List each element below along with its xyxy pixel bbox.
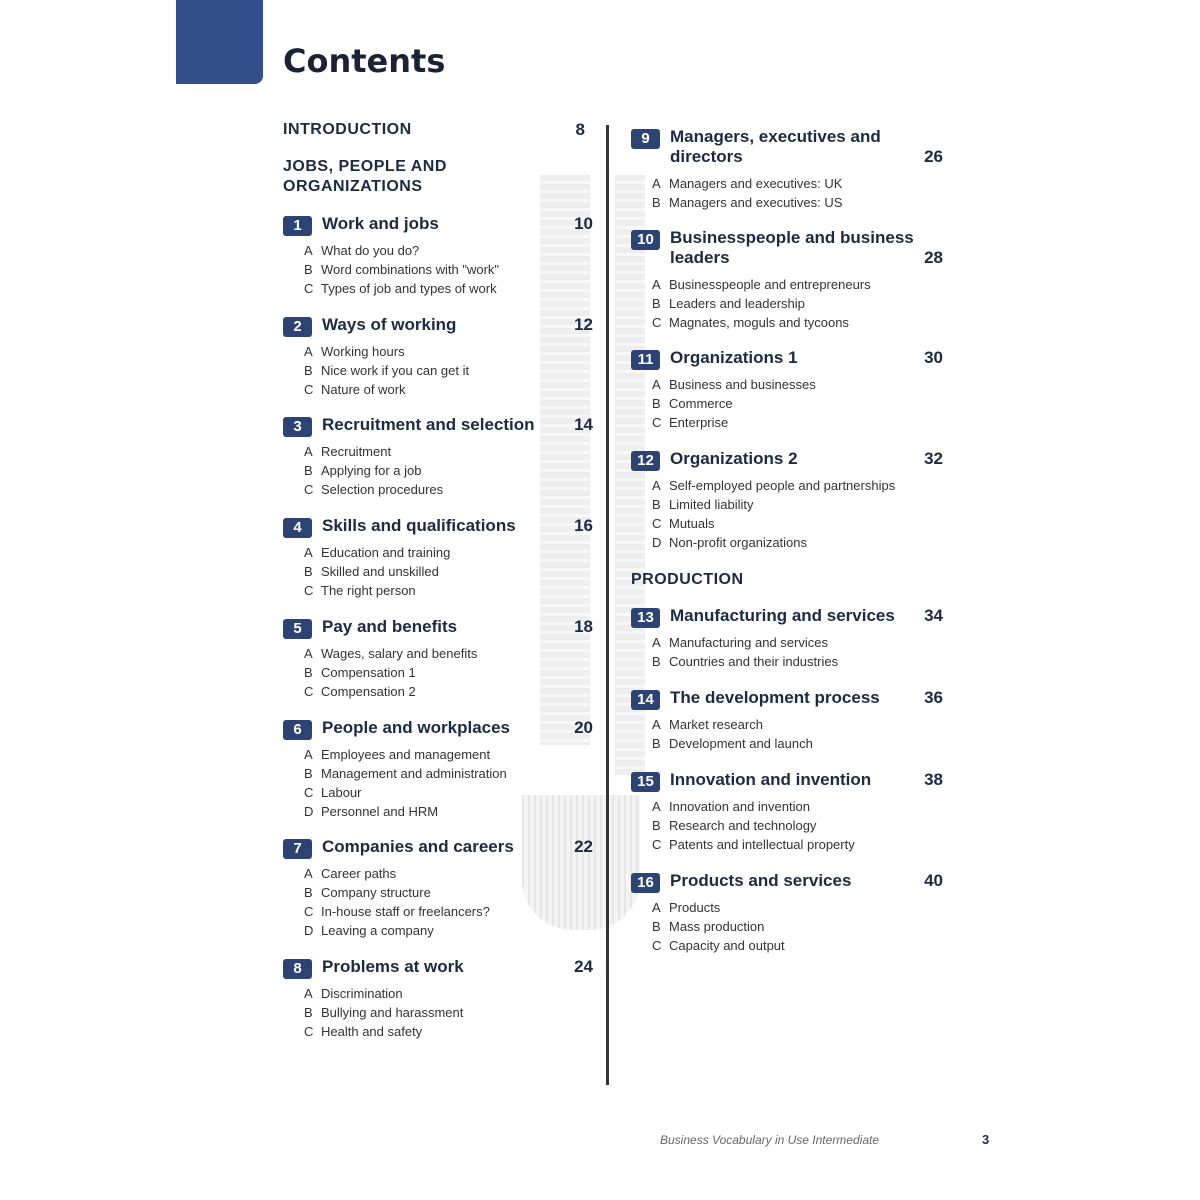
subtopic-letter: A <box>652 377 661 392</box>
watermark-shield <box>522 795 640 930</box>
subtopic <box>304 883 490 902</box>
subtopic-letter: A <box>304 344 313 359</box>
subtopic-label: Compensation 2 <box>321 684 416 699</box>
subtopic-label: Skilled and unskilled <box>321 564 439 579</box>
subtopic-letter: D <box>652 535 662 550</box>
subtopic <box>304 663 477 682</box>
subtopic <box>652 394 816 413</box>
subtopic-letter: A <box>304 444 313 459</box>
subtopic <box>304 783 507 802</box>
subtopic <box>652 313 871 332</box>
subtopic-label: Wages, salary and benefits <box>321 646 478 661</box>
subtopic-label: Manufacturing and services <box>669 635 828 650</box>
unit-number-badge: 11 <box>631 350 660 370</box>
subtopic-label: Patents and intellectual property <box>669 837 855 852</box>
subtopic <box>304 1022 463 1041</box>
subtopic <box>652 917 785 936</box>
unit-title: Products and services <box>670 871 852 890</box>
section-introduction-page: 8 <box>575 120 585 139</box>
unit-title: Manufacturing and services <box>670 606 895 625</box>
unit-subtopics <box>304 984 463 1041</box>
subtopic-label: Leaders and leadership <box>669 296 805 311</box>
unit-number-badge: 2 <box>283 317 312 337</box>
subtopic-letter: B <box>304 363 313 378</box>
subtopic-label: Nice work if you can get it <box>321 363 470 378</box>
section-production: PRODUCTION <box>631 571 744 588</box>
unit-title: Managers, executives and directors <box>670 127 881 166</box>
subtopic-label: Bullying and harassment <box>321 1005 464 1020</box>
subtopic-letter: B <box>304 665 313 680</box>
subtopic-letter: C <box>304 382 314 397</box>
subtopic <box>652 633 838 652</box>
subtopic <box>304 279 499 298</box>
unit-subtopics <box>304 241 499 298</box>
subtopic-letter: C <box>652 315 662 330</box>
subtopic-letter: B <box>304 766 313 781</box>
unit-page: 24 <box>574 957 593 976</box>
subtopic-label: Career paths <box>321 866 397 881</box>
unit-page: 40 <box>924 871 943 890</box>
unit-title: Problems at work <box>322 957 464 976</box>
subtopic-label: Applying for a job <box>321 463 422 478</box>
subtopic-letter: A <box>652 900 661 915</box>
unit-title: People and workplaces <box>322 718 511 737</box>
subtopic-letter: C <box>652 415 662 430</box>
subtopic <box>652 652 838 671</box>
subtopic-label: Non-profit organizations <box>669 535 808 550</box>
subtopic-letter: C <box>304 785 314 800</box>
subtopic-label: Commerce <box>669 396 733 411</box>
unit-subtopics <box>652 476 895 552</box>
unit-page: 32 <box>924 449 943 468</box>
unit-page: 34 <box>924 606 943 625</box>
subtopic-label: Countries and their industries <box>669 654 839 669</box>
subtopic-label: Recruitment <box>321 444 392 459</box>
subtopic-label: Compensation 1 <box>321 665 416 680</box>
subtopic-label: Discrimination <box>321 986 403 1001</box>
unit-number-badge: 4 <box>283 518 312 538</box>
subtopic <box>304 562 450 581</box>
subtopic-label: Development and launch <box>669 736 813 751</box>
subtopic <box>304 461 443 480</box>
unit-page: 38 <box>924 770 943 789</box>
subtopic-letter: C <box>304 482 314 497</box>
subtopic <box>652 375 816 394</box>
subtopic <box>304 921 490 940</box>
footer-book-title: Business Vocabulary in Use Intermediate <box>660 1133 879 1147</box>
subtopic-label: The right person <box>321 583 416 598</box>
subtopic-label: Personnel and HRM <box>321 804 439 819</box>
unit-page: 26 <box>924 147 943 166</box>
subtopic-letter: A <box>304 866 313 881</box>
subtopic <box>304 984 463 1003</box>
unit-page: 20 <box>574 718 593 737</box>
subtopic-label: Leaving a company <box>321 923 434 938</box>
watermark-university-press-mark <box>615 175 645 775</box>
subtopic <box>652 936 785 955</box>
subtopic <box>304 644 477 663</box>
subtopic-label: Management and administration <box>321 766 507 781</box>
subtopic-letter: A <box>652 176 661 191</box>
unit-number-badge: 15 <box>631 772 660 792</box>
unit-title: Ways of working <box>322 315 457 334</box>
subtopic-letter: B <box>652 818 661 833</box>
unit-subtopics <box>304 864 490 940</box>
unit-number-badge: 10 <box>631 230 660 250</box>
subtopic-label: Health and safety <box>321 1024 423 1039</box>
subtopic-label: Mutuals <box>669 516 715 531</box>
page-title: Contents <box>283 42 446 80</box>
subtopic-label: Businesspeople and entrepreneurs <box>669 277 871 292</box>
subtopic <box>652 193 842 212</box>
subtopic <box>652 533 895 552</box>
subtopic <box>652 476 895 495</box>
subtopic-label: Nature of work <box>321 382 406 397</box>
subtopic-letter: B <box>652 296 661 311</box>
unit-page: 18 <box>574 617 593 636</box>
subtopic <box>304 442 443 461</box>
subtopic <box>652 413 816 432</box>
unit-number-badge: 1 <box>283 216 312 236</box>
unit-page: 28 <box>924 248 943 267</box>
subtopic <box>304 581 450 600</box>
subtopic-letter: C <box>304 684 314 699</box>
subtopic <box>652 898 785 917</box>
unit-title: Innovation and invention <box>670 770 872 789</box>
subtopic-letter: C <box>304 583 314 598</box>
subtopic-letter: B <box>304 463 313 478</box>
subtopic-letter: B <box>652 919 661 934</box>
subtopic-label: Labour <box>321 785 362 800</box>
subtopic-letter: A <box>652 799 661 814</box>
subtopic-letter: A <box>304 986 313 1001</box>
subtopic <box>652 734 813 753</box>
subtopic-letter: A <box>652 635 661 650</box>
unit-page: 36 <box>924 688 943 707</box>
subtopic-letter: B <box>652 736 661 751</box>
unit-number-badge: 14 <box>631 690 660 710</box>
subtopic-letter: B <box>304 1005 313 1020</box>
unit-page: 14 <box>574 415 593 434</box>
subtopic <box>652 514 895 533</box>
subtopic-letter: A <box>652 277 661 292</box>
unit-number-badge: 6 <box>283 720 312 740</box>
unit-number-badge: 12 <box>631 451 660 471</box>
subtopic-label: Mass production <box>669 919 765 934</box>
subtopic <box>304 342 469 361</box>
unit-subtopics <box>304 442 443 499</box>
subtopic-label: What do you do? <box>321 243 420 258</box>
subtopic-letter: D <box>304 804 314 819</box>
subtopic-letter: B <box>652 195 661 210</box>
subtopic <box>304 260 499 279</box>
subtopic-letter: A <box>652 478 661 493</box>
unit-subtopics <box>304 543 450 600</box>
subtopic-label: Self-employed people and partnerships <box>669 478 896 493</box>
unit-number-badge: 9 <box>631 129 660 149</box>
subtopic <box>304 480 443 499</box>
unit-subtopics <box>652 633 838 671</box>
unit-subtopics <box>652 275 871 332</box>
unit-subtopics <box>304 745 507 821</box>
subtopic <box>304 802 507 821</box>
unit-number-badge: 13 <box>631 608 660 628</box>
subtopic-letter: B <box>652 497 661 512</box>
subtopic <box>652 816 855 835</box>
subtopic-letter: A <box>652 717 661 732</box>
subtopic-label: Managers and executives: US <box>669 195 843 210</box>
subtopic <box>304 764 507 783</box>
subtopic-label: Selection procedures <box>321 482 444 497</box>
subtopic <box>304 902 490 921</box>
unit-subtopics <box>304 342 469 399</box>
subtopic-label: Market research <box>669 717 763 732</box>
subtopic <box>304 543 450 562</box>
subtopic-label: Types of job and types of work <box>321 281 497 296</box>
unit-subtopics <box>652 797 855 854</box>
unit-page: 16 <box>574 516 593 535</box>
subtopic <box>652 294 871 313</box>
subtopic-letter: C <box>652 837 662 852</box>
unit-title: Work and jobs <box>322 214 439 233</box>
unit-title: Organizations 1 <box>670 348 798 367</box>
subtopic-letter: C <box>304 1024 314 1039</box>
subtopic-letter: A <box>304 545 313 560</box>
unit-subtopics <box>304 644 477 701</box>
unit-subtopics <box>652 375 816 432</box>
subtopic-label: In-house staff or freelancers? <box>321 904 490 919</box>
unit-title: The development process <box>670 688 880 707</box>
subtopic <box>652 835 855 854</box>
unit-subtopics <box>652 174 842 212</box>
subtopic-letter: B <box>304 564 313 579</box>
subtopic-letter: B <box>304 885 313 900</box>
subtopic-label: Employees and management <box>321 747 491 762</box>
subtopic <box>652 275 871 294</box>
unit-title: Pay and benefits <box>322 617 458 636</box>
unit-title: Skills and qualifications <box>322 516 516 535</box>
unit-title: Organizations 2 <box>670 449 798 468</box>
unit-page: 10 <box>574 214 593 233</box>
subtopic <box>652 495 895 514</box>
unit-subtopics <box>652 898 785 955</box>
section-introduction: INTRODUCTION <box>283 121 412 138</box>
subtopic-label: Research and technology <box>669 818 817 833</box>
subtopic-letter: C <box>304 904 314 919</box>
subtopic <box>652 797 855 816</box>
unit-number-badge: 5 <box>283 619 312 639</box>
subtopic-letter: C <box>652 516 662 531</box>
unit-number-badge: 3 <box>283 417 312 437</box>
subtopic <box>652 174 842 193</box>
unit-number-badge: 8 <box>283 959 312 979</box>
unit-number-badge: 16 <box>631 873 660 893</box>
subtopic-letter: A <box>304 747 313 762</box>
unit-page: 30 <box>924 348 943 367</box>
subtopic <box>304 1003 463 1022</box>
subtopic-label: Education and training <box>321 545 451 560</box>
unit-page: 22 <box>574 837 593 856</box>
chapter-tab <box>176 0 263 84</box>
subtopic <box>304 864 490 883</box>
subtopic <box>304 241 499 260</box>
subtopic-label: Enterprise <box>669 415 729 430</box>
subtopic-label: Magnates, moguls and tycoons <box>669 315 849 330</box>
subtopic-label: Capacity and output <box>669 938 785 953</box>
subtopic-letter: B <box>304 262 313 277</box>
subtopic-letter: C <box>652 938 662 953</box>
subtopic-label: Word combinations with "work" <box>321 262 500 277</box>
section-jobs-people: JOBS, PEOPLE AND ORGANIZATIONS <box>283 158 447 195</box>
subtopic-label: Working hours <box>321 344 405 359</box>
subtopic-letter: A <box>304 243 313 258</box>
subtopic <box>304 682 477 701</box>
column-divider <box>606 125 609 1085</box>
subtopic-letter: B <box>652 654 661 669</box>
subtopic-label: Managers and executives: UK <box>669 176 843 191</box>
subtopic <box>304 361 469 380</box>
unit-page: 12 <box>574 315 593 334</box>
unit-title: Businesspeople and business leaders <box>670 228 914 267</box>
subtopic-label: Company structure <box>321 885 431 900</box>
subtopic-letter: B <box>652 396 661 411</box>
subtopic-label: Business and businesses <box>669 377 816 392</box>
watermark-cambridge-mark <box>540 175 590 745</box>
subtopic-label: Products <box>669 900 721 915</box>
unit-number-badge: 7 <box>283 839 312 859</box>
subtopic-letter: D <box>304 923 314 938</box>
subtopic <box>652 715 813 734</box>
subtopic <box>304 745 507 764</box>
subtopic-label: Limited liability <box>669 497 754 512</box>
unit-subtopics <box>652 715 813 753</box>
subtopic <box>304 380 469 399</box>
unit-title: Recruitment and selection <box>322 415 535 434</box>
footer-page-number: 3 <box>982 1132 990 1147</box>
subtopic-letter: C <box>304 281 314 296</box>
subtopic-label: Innovation and invention <box>669 799 810 814</box>
unit-title: Companies and careers <box>322 837 514 856</box>
subtopic-letter: A <box>304 646 313 661</box>
